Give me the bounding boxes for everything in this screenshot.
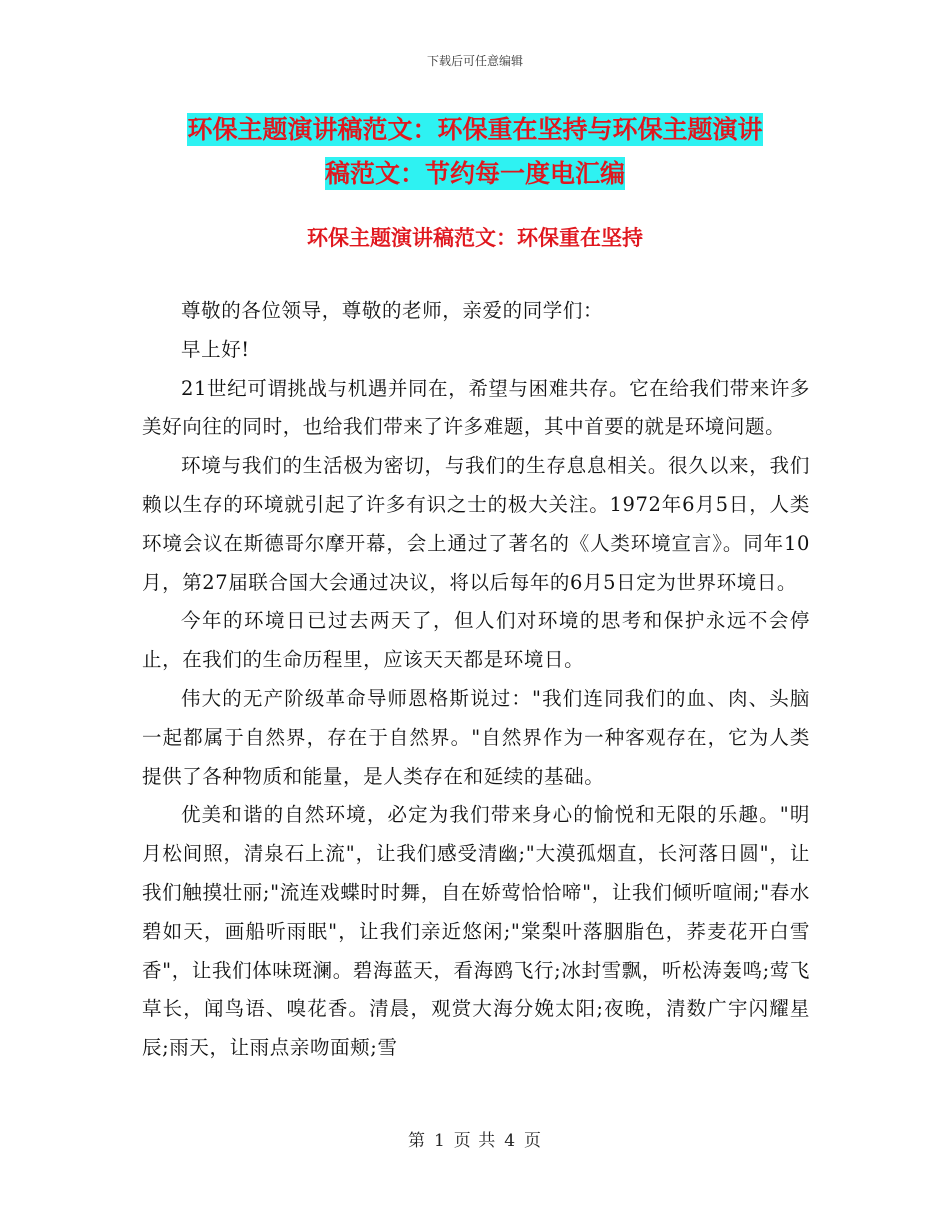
- title-line-2: 稿范文：节约每一度电汇编: [324, 159, 625, 188]
- paragraph-salutation: 尊敬的各位领导，尊敬的老师，亲爱的同学们：: [181, 299, 604, 322]
- section-title: 环保主题演讲稿范文：环保重在坚持: [307, 226, 643, 250]
- paragraph: 21世纪可谓挑战与机遇并同在，希望与困难共存。它在给我们带来许多美好向往的同时，也给我们带来了许多难题，其中首要的就是环境问题。: [142, 376, 811, 439]
- footer-prefix: 第: [407, 1131, 426, 1151]
- header-note: 下载后可任意编辑: [426, 54, 523, 68]
- footer-suffix: 页: [524, 1131, 543, 1151]
- title-line-1: 环保主题演讲稿范文：环保重在坚持与环保主题演讲: [187, 115, 763, 144]
- total-pages: 4: [504, 1131, 517, 1151]
- paragraph-greeting: 早上好!: [181, 337, 250, 361]
- paragraph: 今年的环境日已过去两天了，但人们对环境的思考和保护永远不会停止，在我们的生命历程里，应该天天都是环境日。: [142, 609, 810, 672]
- footer-mid: 页 共: [453, 1131, 497, 1151]
- page-footer: [0, 1126, 950, 1151]
- body-text: [142, 292, 810, 1068]
- paragraph: 优美和谐的自然环境，必定为我们带来身心的愉悦和无限的乐趣。"明月松间照，清泉石上流"，让我们感受清幽;"大漠孤烟直，长河落日圆"，让我们触摸壮丽;"流连戏蝶时时舞，自在娇莺恰恰啼"，让我们倾听喧闹;"春水碧如天，画船听雨眠"，让我们亲近悠闲;"棠梨叶落胭脂色，荞麦花开白雪香"，让我们体味斑澜。碧海蓝天，看海鸥飞行;冰封雪飘，听松涛轰鸣;莺飞草长，闻鸟语、嗅花香。清晨，观赏大海分娩太阳;夜晚，清数广宇闪耀星辰;雨天，让雨点亲吻面颊;雪: [142, 803, 810, 1060]
- page-number: 1: [433, 1131, 446, 1151]
- paragraph: 伟大的无产阶级革命导师恩格斯说过："我们连同我们的血、肉、头脑一起都属于自然界，存在于自然界。"自然界作为一种客观存在，它为人类提供了各种物质和能量，是人类存在和延续的基础。: [142, 686, 810, 788]
- paragraph: 环境与我们的生活极为密切，与我们的生存息息相关。很久以来，我们赖以生存的环境就引起了许多有识之士的极大关注。1972年6月5日，人类环境会议在斯德哥尔摩开幕，会上通过了著名的《人类环境宣言》。同年10月，第27届联合国大会通过决议，将以后每年的6月5日定为世界环境日。: [142, 454, 810, 594]
- document-title: [140, 108, 810, 196]
